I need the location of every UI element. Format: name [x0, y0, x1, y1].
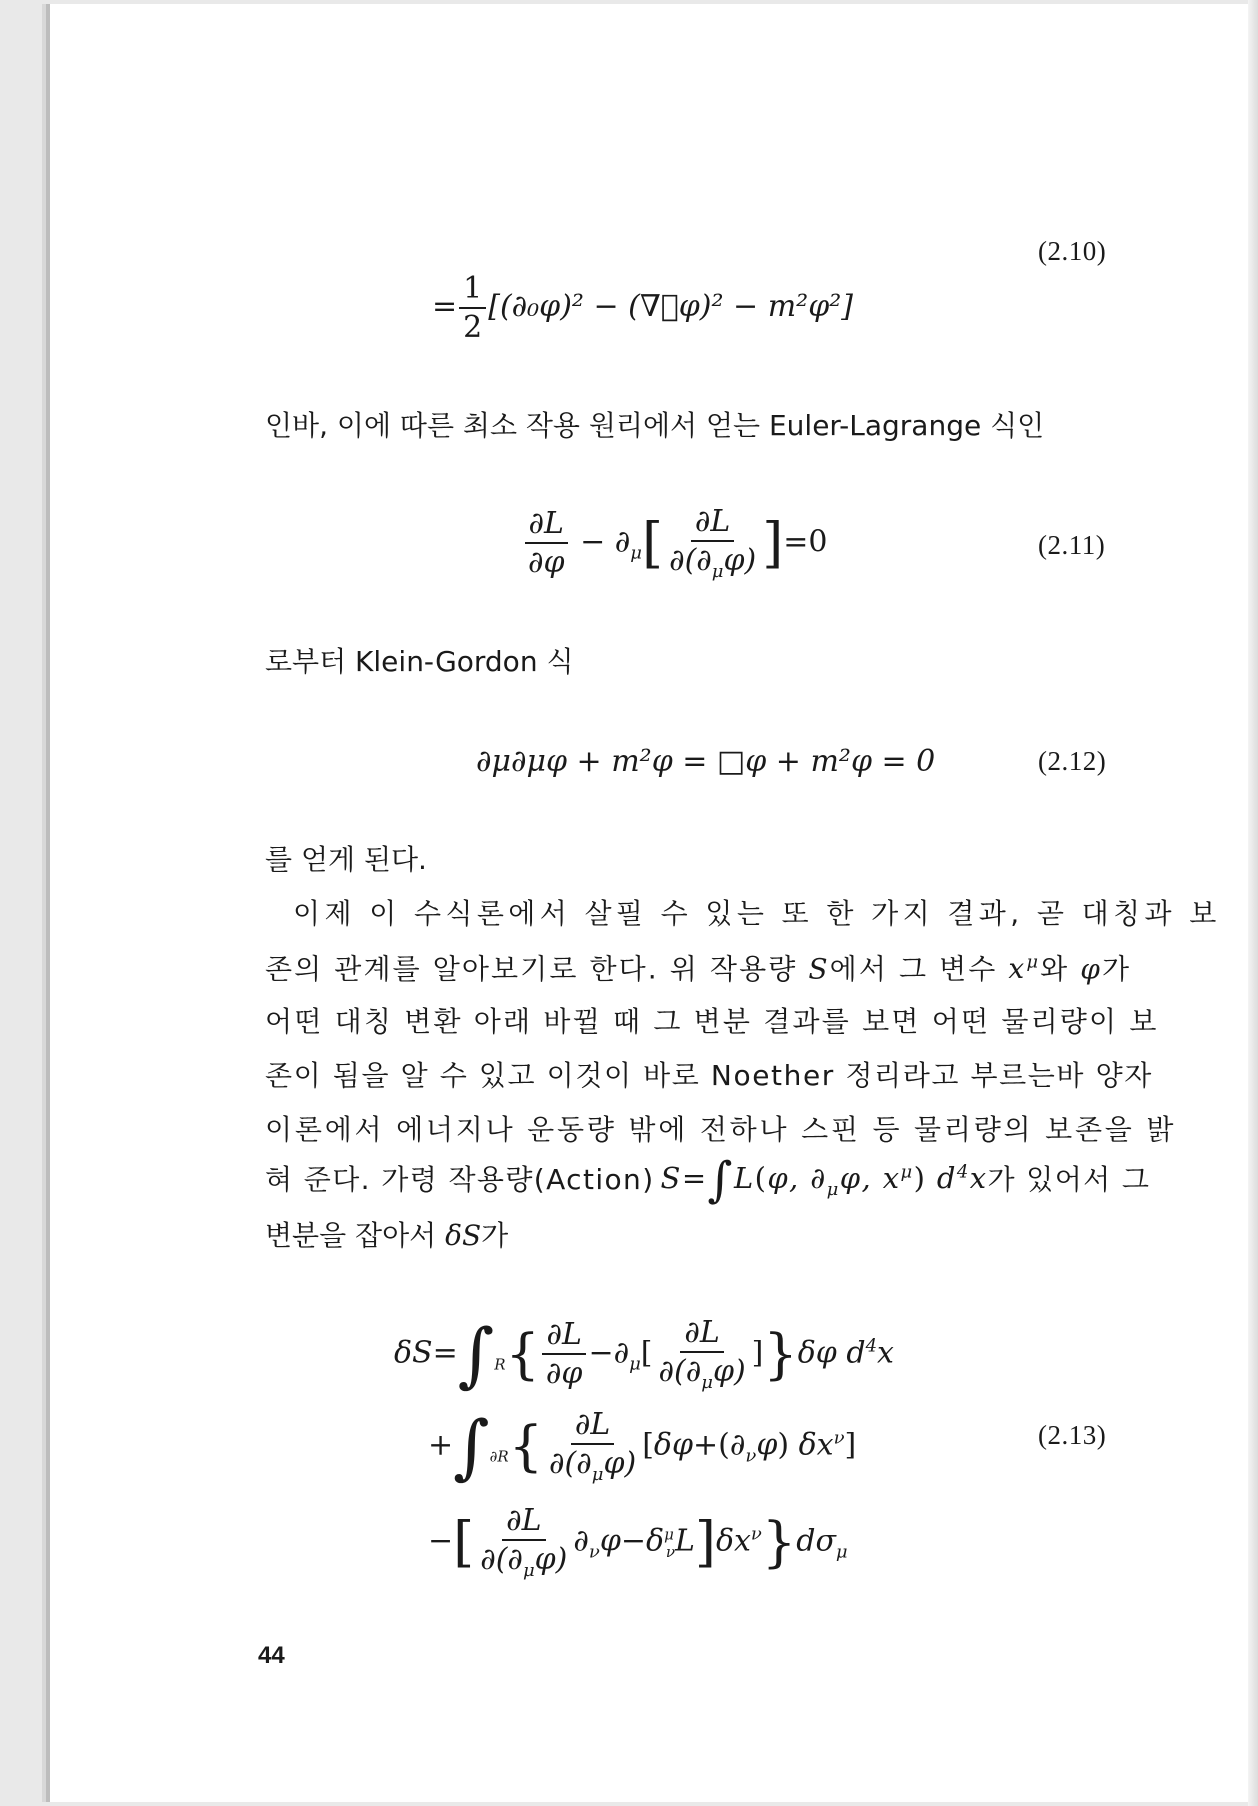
frac-dL-dphi: $\frac{\partial L}{\partial\varphi}$ [524, 507, 569, 579]
page-number: 44 [258, 1642, 285, 1669]
action-integral: S=∫L(φ, $\partial_\mu\varphi$, $x^\mu$) $d^4x$ [660, 1152, 988, 1208]
text-span: 가 있어서 그 [987, 1163, 1151, 1196]
frac-numerator: 1 [459, 272, 486, 309]
fraction-one-half [459, 272, 486, 344]
text-span: 존이 됨을 알 수 있고 이것이 바로 Noether 정리라고 부르는바 양자 [265, 1059, 1153, 1092]
text-span: 존의 관계를 알아보기로 한다. 위 작용량 [265, 952, 809, 986]
text-line-obtained: 를 얻게 된다. [265, 843, 427, 876]
paragraph-line-6 [265, 1152, 1151, 1208]
equation-2-13-line-1: $\delta S=\int_R${ $\frac{\partial L}{\partial\varphi}$ $-\partial_\mu$[ $\frac{\partial L}{\partial(\partial_\mu\varphi)}$ ]}δφ $d^4x$ [394, 1313, 894, 1396]
paragraph-line-3: 어떤 대칭 변환 아래 바뀔 때 그 변분 결과를 보면 어떤 물리량이 보 [265, 1005, 1159, 1038]
equation-number-2-10: (2.10) [1038, 236, 1107, 266]
equation-2-13-line-3: −[ $\frac{\partial L}{\partial(\partial_\mu\varphi)}$ $\partial_\nu\varphi-\delta^\mu_\nu L]\delta x^\nu\}d\sigma_\mu$ [428, 1503, 848, 1581]
text-span: 가 [481, 1219, 509, 1252]
equation-2-10 [432, 272, 853, 344]
text-span: 변분을 잡아서 [265, 1219, 446, 1252]
frac-denominator: 2 [463, 310, 483, 345]
text-span: 와 [1040, 952, 1081, 986]
symbol-phi: φ [1080, 952, 1103, 986]
equation-number-2-11: (2.11) [1038, 530, 1106, 560]
equals-sign: = [432, 289, 458, 324]
frac-dL-ddmuphi: $\frac{\partial L}{\partial(\partial_\mu\varphi)}$ [669, 504, 757, 582]
equation-2-13-line-2: $+\int_{\partial R}${ $\frac{\partial L}{\partial(\partial_\mu\varphi)}$ [$\delta\varphi+(\partial_\nu\varphi)$ $\delta x^\nu$] [428, 1405, 857, 1488]
text-span: 혀 준다. 가령 작용량(Action) [265, 1163, 655, 1196]
paragraph-line-4 [265, 1044, 1153, 1090]
equation-number-2-12: (2.12) [1038, 746, 1107, 776]
page-right-edge [1248, 0, 1258, 1806]
equation-2-10-body: [(∂₀φ)² − (∇⃗φ)² − m²φ²] [488, 289, 853, 324]
text-span: 에서 그 변수 [829, 952, 1009, 986]
symbol-S: S [808, 952, 830, 986]
text-line-klein-gordon: 로부터 Klein-Gordon 식 [265, 645, 574, 678]
equation-2-11: $\frac{\partial L}{\partial\varphi}$ − $\partial_\mu$[ $\frac{\partial L}{\partial(\partial_\mu\varphi)}$ ]=0 [522, 505, 828, 582]
equation-2-12: ∂μ∂μφ + m²φ = □φ + m²φ = 0 [476, 744, 936, 779]
equation-number-2-13: (2.13) [1038, 1420, 1107, 1450]
paragraph-line-7 [265, 1219, 509, 1252]
paragraph-line-5: 이론에서 에너지나 운동량 밖에 전하나 스핀 등 물리량의 보존을 밝 [265, 1113, 1177, 1146]
symbol-delta-S: δS [445, 1219, 482, 1252]
paragraph-line-2 [265, 952, 1132, 986]
paragraph-line-1: 이제 이 수식론에서 살필 수 있는 또 한 가지 결과, 곧 대칭과 보 [293, 897, 1221, 930]
symbol-x-mu: $x^\mu$ [1008, 952, 1041, 986]
text-span: 가 [1102, 952, 1132, 986]
text-line-euler-lagrange: 인바, 이에 따른 최소 작용 원리에서 얻는 Euler-Lagrange 식인 [265, 409, 1045, 442]
